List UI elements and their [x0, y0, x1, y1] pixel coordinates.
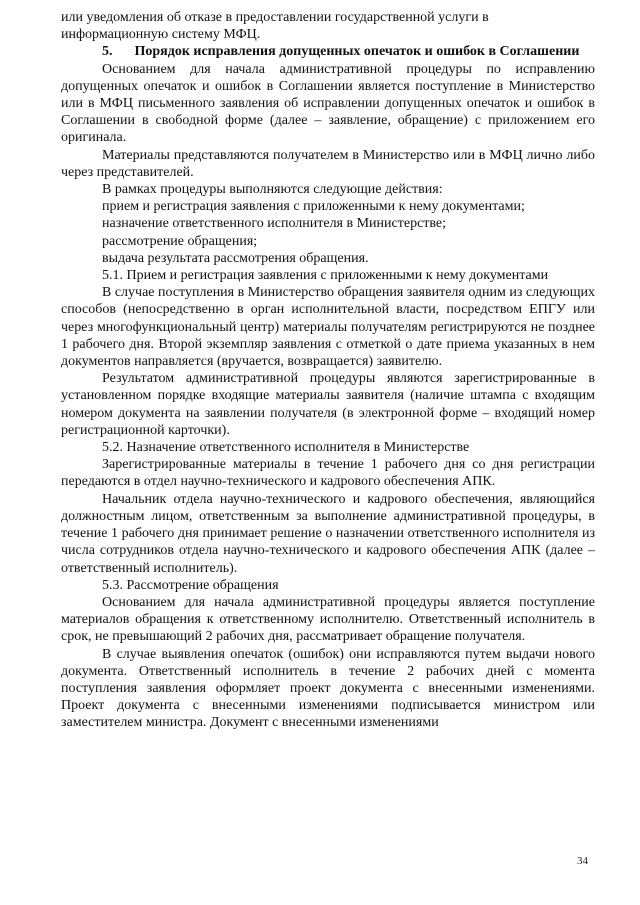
- paragraph: В случае поступления в Министерство обращения заявителя одним из следующих способов (непосредственно в орган исполнительной власти, посредством ЕПГУ или через многофункциональный центр) материалы получателям регистрируются не позднее 1 рабочего дня. Второй экземпляр заявления с отметкой о дате приема указанных в нем документов направляется (вручается, возвращается) заявителю.: [61, 285, 596, 370]
- paragraph: В случае выявления опечаток (ошибок) они исправляются путем выдачи нового документа. Ответственный исполнитель в течение 2 рабочих дней с момента поступления заявления оформляет проект документа с внесенными изменениями. Проект документа с внесенными изменениями подписывается министром или заместителем министра. Документ с внесенными изменениями: [61, 646, 595, 731]
- document-page: [61, 9, 595, 732]
- section-title: Порядок исправления допущенных опечаток и ошибок в Соглашении: [134, 44, 580, 60]
- paragraph: Результатом административной процедуры являются зарегистрированные в установленном порядке входящие материалы заявителя (наличие штампа с входящим номером документа на заявлении получателя (в электронной форме – входящий номер регистрационной карточки).: [61, 371, 595, 438]
- paragraph: Начальник отдела научно-технического и кадрового обеспечения, являющийся должностным лицом, ответственным за выполнение административной процедуры, в течение 1 рабочего дня принимает решение о назначении ответственного исполнителя из числа сотрудников отдела научно-технического и кадрового обеспечения АПК (далее – ответственный исполнитель).: [61, 491, 595, 576]
- section-heading: [61, 43, 595, 60]
- list-item: назначение ответственного исполнителя в Министерстве;: [102, 216, 447, 232]
- paragraph: Материалы представляются получателем в Министерство или в МФЦ лично либо через представителей.: [61, 147, 595, 180]
- list-item: рассмотрение обращения;: [102, 233, 258, 249]
- list-item: прием и регистрация заявления с приложенными к нему документами;: [102, 199, 525, 215]
- paragraph: или уведомления об отказе в предоставлении государственной услуги в информационную систему МФЦ.: [61, 10, 489, 43]
- list-item: выдача результата рассмотрения обращения.: [102, 250, 369, 266]
- paragraph: В рамках процедуры выполняются следующие действия:: [102, 182, 443, 198]
- subsection-title: 5.2. Назначение ответственного исполнителя в Министерстве: [102, 440, 470, 456]
- section-number: 5.: [102, 44, 113, 60]
- paragraph: Основанием для начала административной процедуры по исправлению допущенных опечаток и ошибок в Соглашении является поступление в Министерство или в МФЦ письменного заявления об исправлении допущенных опечаток и ошибок в Соглашении в свободной форме (далее – заявление, обращение) с приложением его оригинала.: [61, 61, 595, 146]
- page-number: 34: [577, 855, 588, 867]
- paragraph: Основанием для начала административной процедуры является поступление материалов обращения к ответственному исполнителю. Ответственный исполнитель в срок, не превышающий 2 рабочих дня, рассматривает обращение получателя.: [61, 594, 595, 645]
- paragraph: Зарегистрированные материалы в течение 1 рабочего дня со дня регистрации передаются в отдел научно-технического и кадрового обеспечения АПК.: [61, 457, 595, 490]
- subsection-title: 5.1. Прием и регистрация заявления с приложенными к нему документами: [102, 268, 549, 284]
- subsection-title: 5.3. Рассмотрение обращения: [102, 577, 279, 593]
